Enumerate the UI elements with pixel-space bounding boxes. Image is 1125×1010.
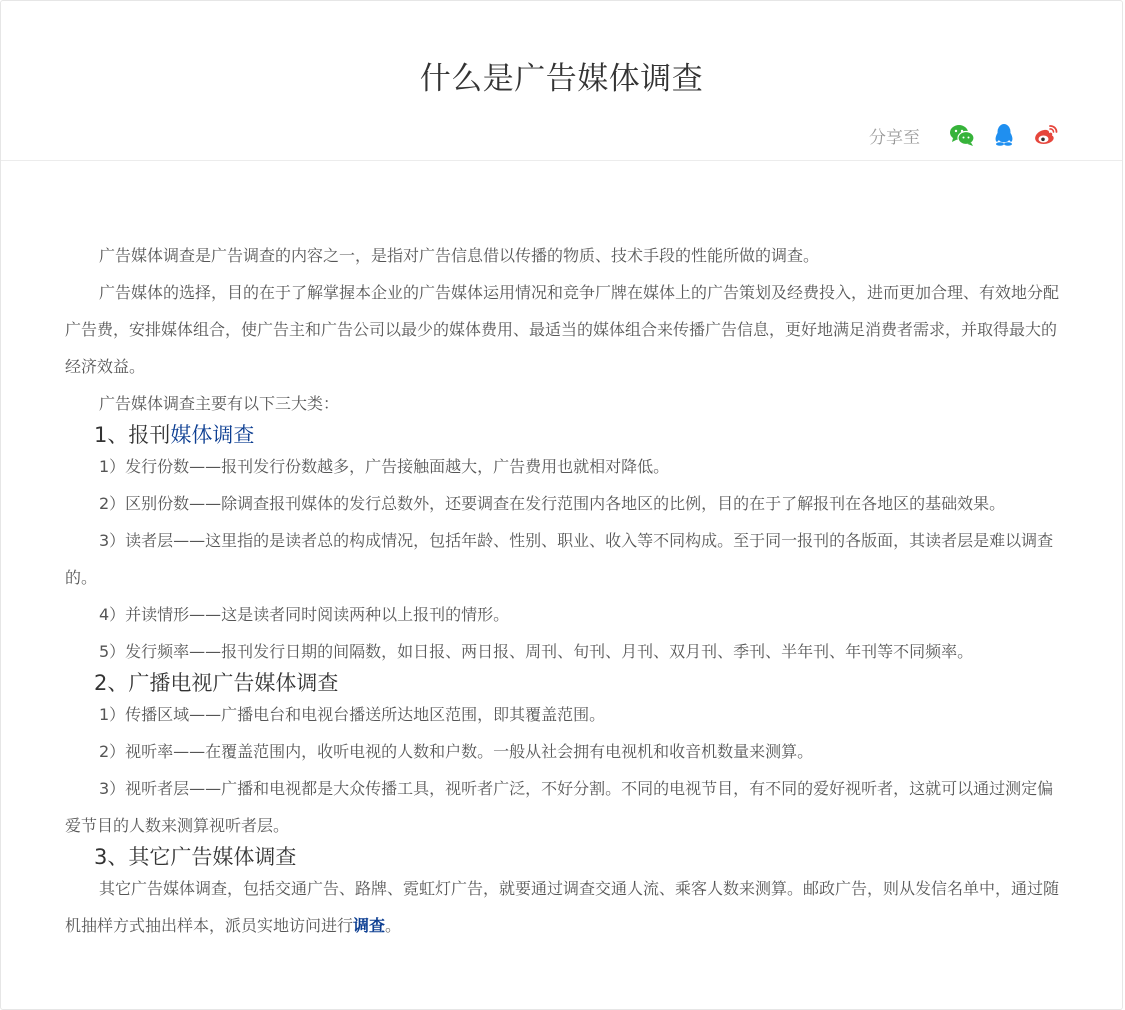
section-heading-broadcast: 2、广播电视广告媒体调查	[94, 671, 339, 695]
paragraph-text: 其它广告媒体调查，包括交通广告、路牌、霓虹灯广告，就要通过调查交通人流、乘客人数来测算。邮政广告，则从发信名单中，通过随机抽样方式抽出样本，派员实地访问进行	[65, 879, 1060, 935]
section-heading-print	[65, 422, 1061, 448]
wechat-icon[interactable]	[948, 121, 976, 149]
qq-icon[interactable]	[990, 121, 1018, 149]
paragraph	[65, 870, 1061, 944]
article-header	[1, 1, 1122, 161]
paragraph: 广告媒体调查主要有以下三大类：	[99, 394, 340, 413]
share-label: 分享至	[869, 127, 920, 148]
paragraph: 广告媒体调查是广告调查的内容之一，是指对广告信息借以传播的物质、技术手段的性能所做的调查。	[99, 246, 820, 265]
paragraph: 1）传播区域——广播电台和电视台播送所达地区范围，即其覆盖范围。	[99, 705, 606, 724]
survey-link[interactable]: 调查	[353, 916, 386, 935]
article-title: 什么是广告媒体调查	[419, 61, 704, 97]
paragraph: 2）区别份数——除调查报刊媒体的发行总数外，还要调查在发行范围内各地区的比例，目的在于了解报刊在各地区的基础效果。	[99, 494, 1006, 513]
paragraph: 3）读者层——这里指的是读者总的构成情况，包括年龄、性别、职业、收入等不同构成。至于同一报刊的各版面，其读者层是难以调查的。	[65, 531, 1054, 587]
paragraph: 5）发行频率——报刊发行日期的间隔数，如日报、两日报、周刊、旬刊、月刊、双月刊、季刊、半年刊、年刊等不同频率。	[99, 642, 974, 661]
share-bar	[869, 121, 1060, 149]
paragraph: 1）发行份数——报刊发行份数越多，广告接触面越大，广告费用也就相对降低。	[99, 457, 670, 476]
paragraph-end: 。	[385, 916, 402, 935]
paragraph: 3）视听者层——广播和电视都是大众传播工具，视听者广泛，不好分割。不同的电视节目，有不同的爱好视听者，这就可以通过测定偏爱节目的人数来测算视听者层。	[65, 779, 1054, 835]
article-body	[65, 237, 1061, 944]
section-heading-other: 3、其它广告媒体调查	[94, 845, 297, 869]
heading-text: 1、报刊	[94, 423, 171, 447]
paragraph: 广告媒体的选择，目的在于了解掌握本企业的广告媒体运用情况和竞争厂牌在媒体上的广告策划及经费投入，进而更加合理、有效地分配广告费，安排媒体组合，使广告主和广告公司以最少的媒体费用、最适当的媒体组合来传播广告信息，更好地满足消费者需求，并取得最大的经济效益。	[65, 283, 1060, 376]
paragraph: 4）并读情形——这是读者同时阅读两种以上报刊的情形。	[99, 605, 510, 624]
weibo-icon[interactable]	[1032, 121, 1060, 149]
media-survey-link[interactable]: 媒体调查	[170, 423, 255, 447]
paragraph: 2）视听率——在覆盖范围内，收听电视的人数和户数。一般从社会拥有电视机和收音机数量来测算。	[99, 742, 814, 761]
